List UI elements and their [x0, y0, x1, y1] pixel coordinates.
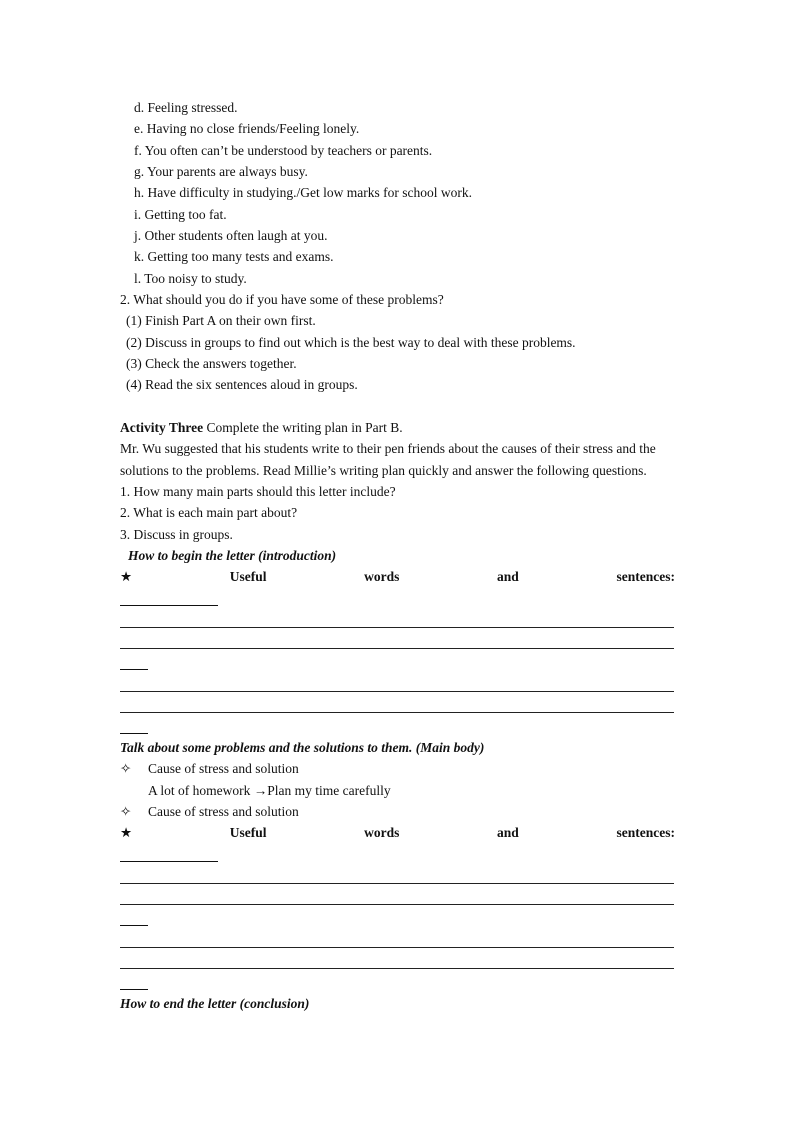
answer-blank-short[interactable]: [120, 605, 218, 606]
answer-line[interactable]: [120, 648, 674, 649]
problem-h: h. Have difficulty in studying./Get low marks for school work.: [134, 185, 472, 200]
answer-line[interactable]: [120, 883, 674, 884]
bullet-item-1: [120, 761, 299, 777]
begin-letter-heading: How to begin the letter (introduction): [128, 548, 337, 563]
answer-blank-short[interactable]: [120, 925, 148, 926]
answer-blank-short[interactable]: [120, 669, 148, 670]
answer-line[interactable]: [120, 627, 674, 628]
step-2: (2) Discuss in groups to find out which is the best way to deal with these problems.: [126, 335, 576, 350]
bullet-item-text: Cause of stress and solution: [148, 804, 299, 819]
problem-k: k. Getting too many tests and exams.: [134, 249, 334, 264]
useful-word: sentences:: [616, 569, 675, 584]
useful-word: and: [497, 569, 519, 584]
useful-word: Useful: [229, 569, 267, 584]
activity-question-1: 1. How many main parts should this letter include?: [120, 484, 396, 499]
activity-question-2: 2. What is each main part about?: [120, 505, 298, 520]
problem-j: j. Other students often laugh at you.: [134, 228, 328, 243]
activity-title: Complete the writing plan in Part B.: [203, 420, 403, 435]
answer-line[interactable]: [120, 904, 674, 905]
star-icon: ★: [120, 825, 133, 840]
main-body-heading: Talk about some problems and the solutions to them. (Main body): [120, 740, 485, 755]
answer-line[interactable]: [120, 947, 674, 948]
activity-intro-line-2: solutions to the problems. Read Millie’s writing plan quickly and answer the following questions.: [120, 463, 647, 478]
activity-label: Activity Three: [120, 420, 204, 435]
useful-word: and: [497, 825, 519, 840]
useful-word: words: [364, 825, 400, 840]
step-3: (3) Check the answers together.: [126, 356, 297, 371]
diamond-bullet-icon: ✧: [120, 804, 132, 819]
answer-blank-short[interactable]: [120, 733, 148, 734]
bullet-item-text: Cause of stress and solution: [148, 761, 299, 776]
question-2: 2. What should you do if you have some of these problems?: [120, 292, 444, 307]
problem-l: l. Too noisy to study.: [134, 271, 247, 286]
useful-words-line-2: [120, 825, 675, 841]
useful-words-line-1: [120, 569, 675, 585]
problem-d: d. Feeling stressed.: [134, 100, 238, 115]
diamond-bullet-icon: ✧: [120, 761, 132, 776]
end-letter-heading: How to end the letter (conclusion): [120, 996, 310, 1011]
answer-blank-short[interactable]: [120, 989, 148, 990]
answer-blank-short[interactable]: [120, 861, 218, 862]
answer-line[interactable]: [120, 968, 674, 969]
problem-e: e. Having no close friends/Feeling lonely.: [134, 121, 360, 136]
problem-f: f. You often can’t be understood by teachers or parents.: [134, 143, 433, 158]
problem-i: i. Getting too fat.: [134, 207, 227, 222]
star-icon: ★: [120, 569, 133, 584]
useful-word: sentences:: [616, 825, 675, 840]
answer-line[interactable]: [120, 691, 674, 692]
bullet-item-2: [120, 804, 299, 820]
useful-word: Useful: [229, 825, 267, 840]
useful-word: words: [364, 569, 400, 584]
activity-three-heading: [120, 420, 403, 436]
activity-question-3: 3. Discuss in groups.: [120, 527, 233, 542]
activity-intro-line-1: Mr. Wu suggested that his students write to their pen friends about the causes of their stress and the: [120, 441, 656, 456]
step-4: (4) Read the six sentences aloud in groups.: [126, 377, 358, 392]
problem-g: g. Your parents are always busy.: [134, 164, 308, 179]
answer-line[interactable]: [120, 712, 674, 713]
example-line: A lot of homework →Plan my time carefully: [148, 783, 391, 798]
step-1: (1) Finish Part A on their own first.: [126, 313, 316, 328]
